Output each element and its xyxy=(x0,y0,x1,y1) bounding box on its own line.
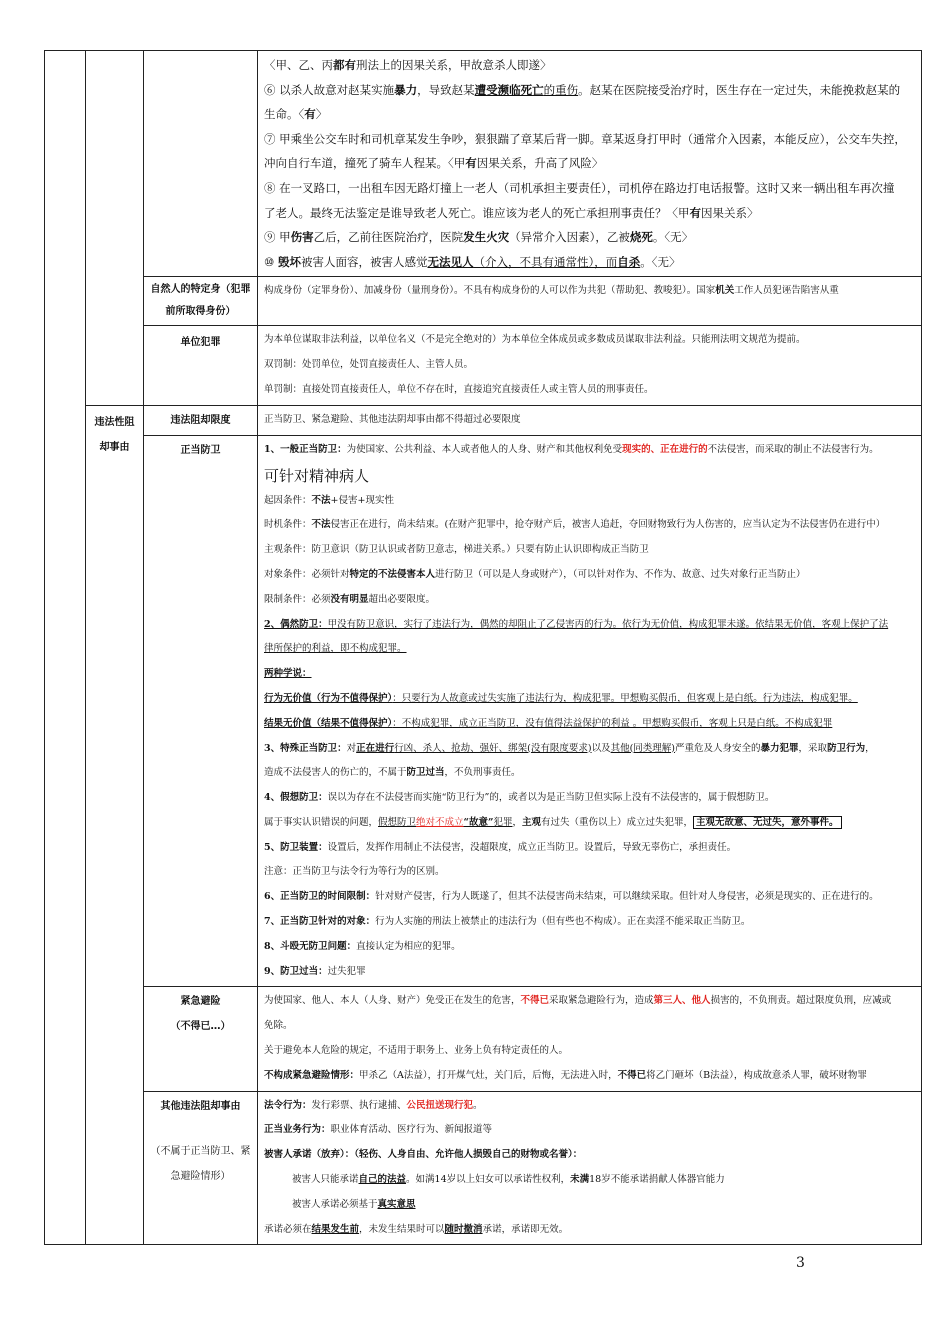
text-run: 进行防卫（可以是人身或财产），（可以针对作为、不作为、故意、过失对象行正当防止） xyxy=(435,568,806,580)
text-run: 不法侵害，而采取的制止不法侵害行为。 xyxy=(707,443,879,455)
text-run: 。 xyxy=(473,1099,483,1111)
text-run: 可针对精神病人 xyxy=(264,466,370,485)
text-run: 行为人实施的刑法上被禁止的违法行为（但有些也不构成）。正在卖淫不能采取正当防卫。 xyxy=(375,916,751,928)
notes-table xyxy=(44,50,922,1245)
text-line xyxy=(264,761,915,786)
text-run: 行为无价值（行为不值得保护） xyxy=(264,692,393,704)
row-label-causation xyxy=(144,51,258,277)
text-line xyxy=(264,836,915,861)
other-sublabel: （不属于正当防卫、紧急避险情形） xyxy=(150,1145,251,1182)
text-line xyxy=(264,1193,915,1218)
text-line xyxy=(264,201,915,226)
text-run: 被害人承诺（放弃）：（轻伤、人身自由、允许他人损毁自己的财物或名誉）： xyxy=(264,1149,583,1161)
text-run: 发行彩票、执行逮捕、 xyxy=(311,1099,407,1111)
text-run: 1、一般正当防卫： xyxy=(264,443,347,455)
text-line xyxy=(264,408,915,433)
text-run: 主观无故意、无过失，意外事件。 xyxy=(693,816,842,829)
text-line xyxy=(264,102,915,127)
text-run: 被害人只能承诺 xyxy=(292,1174,359,1186)
text-run: 时机条件： xyxy=(264,519,312,531)
text-run: 两种学说： xyxy=(264,668,312,680)
text-run: 结果发生前 xyxy=(311,1223,360,1235)
text-run: ， xyxy=(865,742,875,754)
text-run: 2、偶然防卫： xyxy=(264,618,328,630)
text-run: 严重危及人身安全的 xyxy=(675,742,761,754)
text-run: 冲向自行车道，撞死了骑车人程某。〈甲 xyxy=(264,156,466,171)
text-run: 暴力犯罪 xyxy=(760,742,799,754)
text-run: 暴力 xyxy=(394,82,418,97)
text-run: ，不负刑事责任。 xyxy=(444,767,521,779)
text-run: 自杀 xyxy=(617,254,641,269)
text-run: 正当业务行为： xyxy=(264,1124,331,1136)
text-run: +侵害+现实性 xyxy=(330,494,394,506)
text-line xyxy=(264,225,915,250)
text-run: 防卫过当 xyxy=(406,767,445,779)
text-run: 不得已 xyxy=(617,1069,647,1081)
text-line xyxy=(264,989,915,1014)
text-run: 关于避免本人危险的规定，不适用于职务上、业务上负有特定责任的人。 xyxy=(264,1045,569,1057)
row-label-other xyxy=(144,1091,258,1245)
text-line xyxy=(264,588,915,613)
row-label-unit-crime: 单位犯罪 xyxy=(144,326,258,405)
text-run: 公民扭送现行犯 xyxy=(406,1099,474,1111)
text-run: 5、防卫装置： xyxy=(264,841,328,853)
text-run: 律所保护的利益，即不构成犯罪。 xyxy=(264,643,407,655)
text-run: 有 xyxy=(304,107,316,122)
text-line xyxy=(264,1064,915,1089)
text-run: ，导致赵某 xyxy=(417,82,475,97)
text-run: 工作人员犯诬告陷害从重 xyxy=(734,285,839,297)
text-line xyxy=(264,960,915,985)
text-run: ⑥ 以杀人故意对赵某实施 xyxy=(264,82,395,97)
text-line xyxy=(264,935,915,960)
text-line xyxy=(264,1143,915,1168)
text-run: ⑧ 在一叉路口，一出租车因无路灯撞上一老人（司机承担主要责任），司机停在路边打电话报警。这时又来一辆出租车再次撞 xyxy=(264,180,895,195)
text-line xyxy=(264,279,915,304)
text-run: 主观条件：防卫意识（防卫认识或者防卫意志，梯进关系。）只要有防止认识即构成正当防卫 xyxy=(264,544,649,556)
text-run: 伤害 xyxy=(290,230,314,245)
text-run: 因果关系〉 xyxy=(701,205,759,220)
text-line xyxy=(264,176,915,201)
text-run: 现实的、正在进行的 xyxy=(622,443,708,455)
text-line xyxy=(264,860,915,885)
text-run: 乙后，乙前往医院治疗，医院 xyxy=(313,230,464,245)
text-run: 损害的，不负刑责。超过限度负刑，应减或 xyxy=(710,995,892,1007)
text-line xyxy=(264,463,915,489)
limit-content xyxy=(258,405,922,435)
row-label-necessity xyxy=(144,987,258,1091)
text-run: 6、正当防卫的时间限制： xyxy=(264,891,376,903)
text-run: 无法见人 xyxy=(427,254,474,269)
text-run: （介入，不具有通常性），而 xyxy=(473,254,618,269)
section-label-justification xyxy=(86,405,144,1245)
text-run: ， xyxy=(512,816,523,828)
text-run: ：不构成犯罪，成立正当防卫，没有值得法益保护的利益 。甲想购买假币，客观上只是白纸。不构成犯罪 xyxy=(392,717,833,729)
text-run: 〈甲、乙、丙 xyxy=(264,58,333,72)
text-run: 犯罪 xyxy=(493,816,513,828)
text-run: （异常介入因素），乙被 xyxy=(509,230,630,245)
text-run: ，未发生结果时可以 xyxy=(359,1223,445,1235)
text-run: 不法 xyxy=(311,519,331,531)
text-run: 其他(同类理解) xyxy=(610,742,676,754)
text-run: ：只要行为人故意或过失实施了违法行为，构成犯罪。甲想购买假币，但客观上是白纸。行为违法，构成犯罪。 xyxy=(392,692,858,704)
text-run: “故意” xyxy=(463,816,494,828)
text-run: 超出必要限度。 xyxy=(368,593,436,605)
text-run: 没有明显 xyxy=(330,593,369,605)
necessity-sublabel: （不得已…） xyxy=(170,1021,231,1033)
text-line xyxy=(264,737,915,762)
text-run: 以及 xyxy=(591,742,611,754)
text-run: 了老人。最终无法鉴定是谁导致老人死亡。谁应该为老人的死亡承担刑事责任？〈甲 xyxy=(264,205,690,220)
text-run: 承诺必须在 xyxy=(264,1223,312,1235)
unit-crime-content xyxy=(258,326,922,405)
text-line xyxy=(264,687,915,712)
text-line xyxy=(264,1218,915,1243)
text-run: 正当防卫、紧急避险、其他违法阴却事由都不得超过必要限度 xyxy=(264,413,521,425)
text-line xyxy=(264,127,915,152)
special-identity-content xyxy=(258,277,922,326)
text-run: 免除。 xyxy=(264,1020,293,1032)
row-label-self-defense: 正当防卫 xyxy=(144,435,258,987)
text-run: 甲没有防卫意识，实行了违法行为，偶然的却阻止了乙侵害丙的行为。依行为无价值，构成犯罪未遂。依结果无价值，客观上保护了法 xyxy=(327,618,889,630)
outer-column xyxy=(45,51,86,1245)
text-run: 发生火灾 xyxy=(463,230,510,245)
text-run: 不构成紧急避险情形： xyxy=(264,1069,360,1081)
text-line xyxy=(264,1118,915,1143)
text-run: 自己的法益 xyxy=(358,1174,407,1186)
text-line xyxy=(264,151,915,176)
text-run: 假想防卫 xyxy=(378,816,417,828)
text-run: 〉 xyxy=(315,107,328,122)
row-label-limit: 违法阻却限度 xyxy=(144,405,258,435)
text-run: 构成身份（定罪身份）、加减身份（量刑身份）。不具有构成身份的人可以作为共犯（帮助犯、教唆犯）。国家 xyxy=(264,285,716,297)
text-run: 行凶、杀人、抢劫、强奸、绑架(没有限度要求) xyxy=(394,742,592,754)
text-run: 3、特殊正当防卫： xyxy=(264,742,347,754)
justification-label: 违法性阻却事由 xyxy=(94,416,135,453)
necessity-label: 紧急避险 xyxy=(180,996,221,1008)
text-run: ，采取 xyxy=(798,742,828,754)
text-run: 有 xyxy=(465,156,477,171)
text-run: 职业体育活动、医疗行为、新闻报道等 xyxy=(330,1124,493,1136)
text-run: 8、斗殴无防卫问题： xyxy=(264,940,357,952)
text-run: 7、正当防卫针对的对象： xyxy=(264,916,376,928)
text-run: ⑩ xyxy=(264,254,278,269)
text-run: 为使国家、他人、本人（人身、财产）免受正在发生的危害， xyxy=(264,995,521,1007)
text-run: 双罚制：处罚单位，处罚直接责任人、主管人员。 xyxy=(264,359,474,371)
text-run: 注意：正当防卫与法令行为等行为的区别。 xyxy=(264,866,445,878)
text-run: 4、假想防卫： xyxy=(264,792,328,804)
text-run: ⑨ 甲 xyxy=(264,230,291,245)
text-run: 侵害正在进行，尚未结束。(在财产犯罪中，抢夺财产后，被害人追赶，夺回财物致行为人伤害的，应当认定为不法侵害仍在进行中） xyxy=(330,519,886,531)
text-run: 18岁不能承诺捐献人体器官能力 xyxy=(589,1174,725,1186)
text-run: ⑦ 甲乘坐公交车时和司机章某发生争吵，狠狠踹了章某后背一脚。章某返身打甲时（通常介入因素，本能反应），公交车失控， xyxy=(264,131,906,146)
text-line xyxy=(264,613,915,638)
text-run: 结果无价值（结果不值得保护） xyxy=(264,717,393,729)
text-line xyxy=(264,53,915,78)
text-line xyxy=(264,513,915,538)
text-run: 被害人承诺必须基于 xyxy=(292,1198,378,1210)
text-line xyxy=(264,250,915,275)
causation-content xyxy=(258,51,922,277)
text-line xyxy=(264,438,915,463)
text-run: 为本单位谋取非法利益，以单位名义（不是完全绝对的）为本单位全体成员或多数成员谋取非法利益。只能刑法明文规范为提前。 xyxy=(264,334,806,346)
text-run: 不法 xyxy=(311,494,331,506)
text-line xyxy=(264,637,915,662)
text-run: 防卫行为 xyxy=(827,742,866,754)
text-line xyxy=(264,489,915,514)
text-line xyxy=(264,78,915,103)
text-run: 造成不法侵害人的伤亡的，不属于 xyxy=(264,767,407,779)
text-run: 直接认定为相应的犯罪。 xyxy=(356,940,461,952)
text-run: 刑法上的因果关系，甲故意杀人即遂〉 xyxy=(356,58,552,72)
text-line xyxy=(264,811,915,836)
text-line xyxy=(264,786,915,811)
text-run: 机关 xyxy=(715,285,735,297)
text-run: 的重伤 xyxy=(543,82,579,97)
text-run: 烧死 xyxy=(629,230,653,245)
text-run: 有过失（重伤以上）成立过失犯罪， xyxy=(541,816,694,828)
text-run: 未满 xyxy=(570,1174,590,1186)
text-run: 属于事实认识错误的问题， xyxy=(264,816,379,828)
text-run: 随时撤消 xyxy=(444,1223,483,1235)
text-run: 甲杀乙（A法益），打开煤气灶，关门后，后悔，无法进入时， xyxy=(359,1069,618,1081)
text-line xyxy=(264,563,915,588)
text-line xyxy=(264,353,915,378)
text-run: 为使国家、公共利益、本人或者他人的人身、财产和其他权利免受 xyxy=(346,443,623,455)
text-run: 将乙门砸坏（B法益），构成故意杀人罪，破坏财物罪 xyxy=(646,1069,867,1081)
text-run: 承诺，承诺即无效。 xyxy=(482,1223,569,1235)
text-run: 。〈无〉 xyxy=(640,254,681,269)
text-run: 。如满14岁以上妇女可以承诺性权利， xyxy=(406,1174,571,1186)
section-column-blank xyxy=(86,51,144,406)
text-run: 主观 xyxy=(522,816,542,828)
text-line xyxy=(264,328,915,353)
text-run: 起因条件： xyxy=(264,494,312,506)
text-run: 绝对不成立 xyxy=(416,816,464,828)
text-run: 过失犯罪 xyxy=(327,965,366,977)
text-run: 生命。〈 xyxy=(264,107,305,122)
text-run: 有 xyxy=(689,205,701,220)
text-line xyxy=(264,378,915,403)
text-run: 对象条件：必须针对 xyxy=(264,568,350,580)
text-line xyxy=(264,910,915,935)
text-run: 特定的不法侵害本人 xyxy=(349,568,436,580)
row-label-special-identity: 自然人的特定身（犯罪前所取得身份） xyxy=(144,277,258,326)
self-defense-content xyxy=(258,435,922,987)
text-line xyxy=(264,1014,915,1039)
text-run: 对 xyxy=(346,742,357,754)
other-label: 其他违法阻却事由 xyxy=(160,1100,241,1112)
text-line xyxy=(264,885,915,910)
text-run: 都有 xyxy=(333,58,356,72)
text-run: 针对财产侵害，行为人既遂了，但其不法侵害尚未结束，可以继续采取。但针对人身侵害，必须是现实的、正在进行的。 xyxy=(375,891,879,903)
text-run: 误以为存在不法侵害而实施“防卫行为”的，或者以为是正当防卫但实际上没有不法侵害的，属于假想防卫。 xyxy=(327,792,775,804)
text-run: 9、防卫过当： xyxy=(264,965,328,977)
text-run: 第三人、他人 xyxy=(653,995,711,1007)
text-line xyxy=(264,1039,915,1064)
text-run: 被害人面容，被害人感觉 xyxy=(300,254,428,269)
text-run: 单罚制：直接处罚直接责任人，单位不存在时，直接追究直接责任人或主管人员的刑事责任。 xyxy=(264,383,654,395)
text-run: 法令行为： xyxy=(264,1099,312,1111)
text-run: 限制条件：必须 xyxy=(264,593,331,605)
text-run: 遭受濒临死亡 xyxy=(474,82,544,97)
text-run: 。〈无〉 xyxy=(652,230,694,245)
text-run: 正在进行 xyxy=(356,742,395,754)
necessity-content xyxy=(258,987,922,1091)
text-line xyxy=(264,662,915,687)
text-line xyxy=(264,1094,915,1119)
page-number: 3 xyxy=(796,1255,805,1271)
text-run: 因果关系，升高了风险〉 xyxy=(476,156,604,171)
other-content xyxy=(258,1091,922,1245)
text-line xyxy=(264,1168,915,1193)
text-run: 设置后，发挥作用制止不法侵害，没超限度，成立正当防卫。设置后，导致无辜伤亡，承担责任。 xyxy=(327,841,737,853)
text-run: 不得已 xyxy=(520,995,550,1007)
text-line xyxy=(264,712,915,737)
text-line xyxy=(264,538,915,563)
text-run: 真实意思 xyxy=(377,1198,416,1210)
text-run: 采取紧急避险行为，造成 xyxy=(549,995,654,1007)
text-run: 。赵某在医院接受治疗时，医生存在一定过失，未能挽救赵某的 xyxy=(578,82,901,97)
text-run: 毁坏 xyxy=(277,254,301,269)
